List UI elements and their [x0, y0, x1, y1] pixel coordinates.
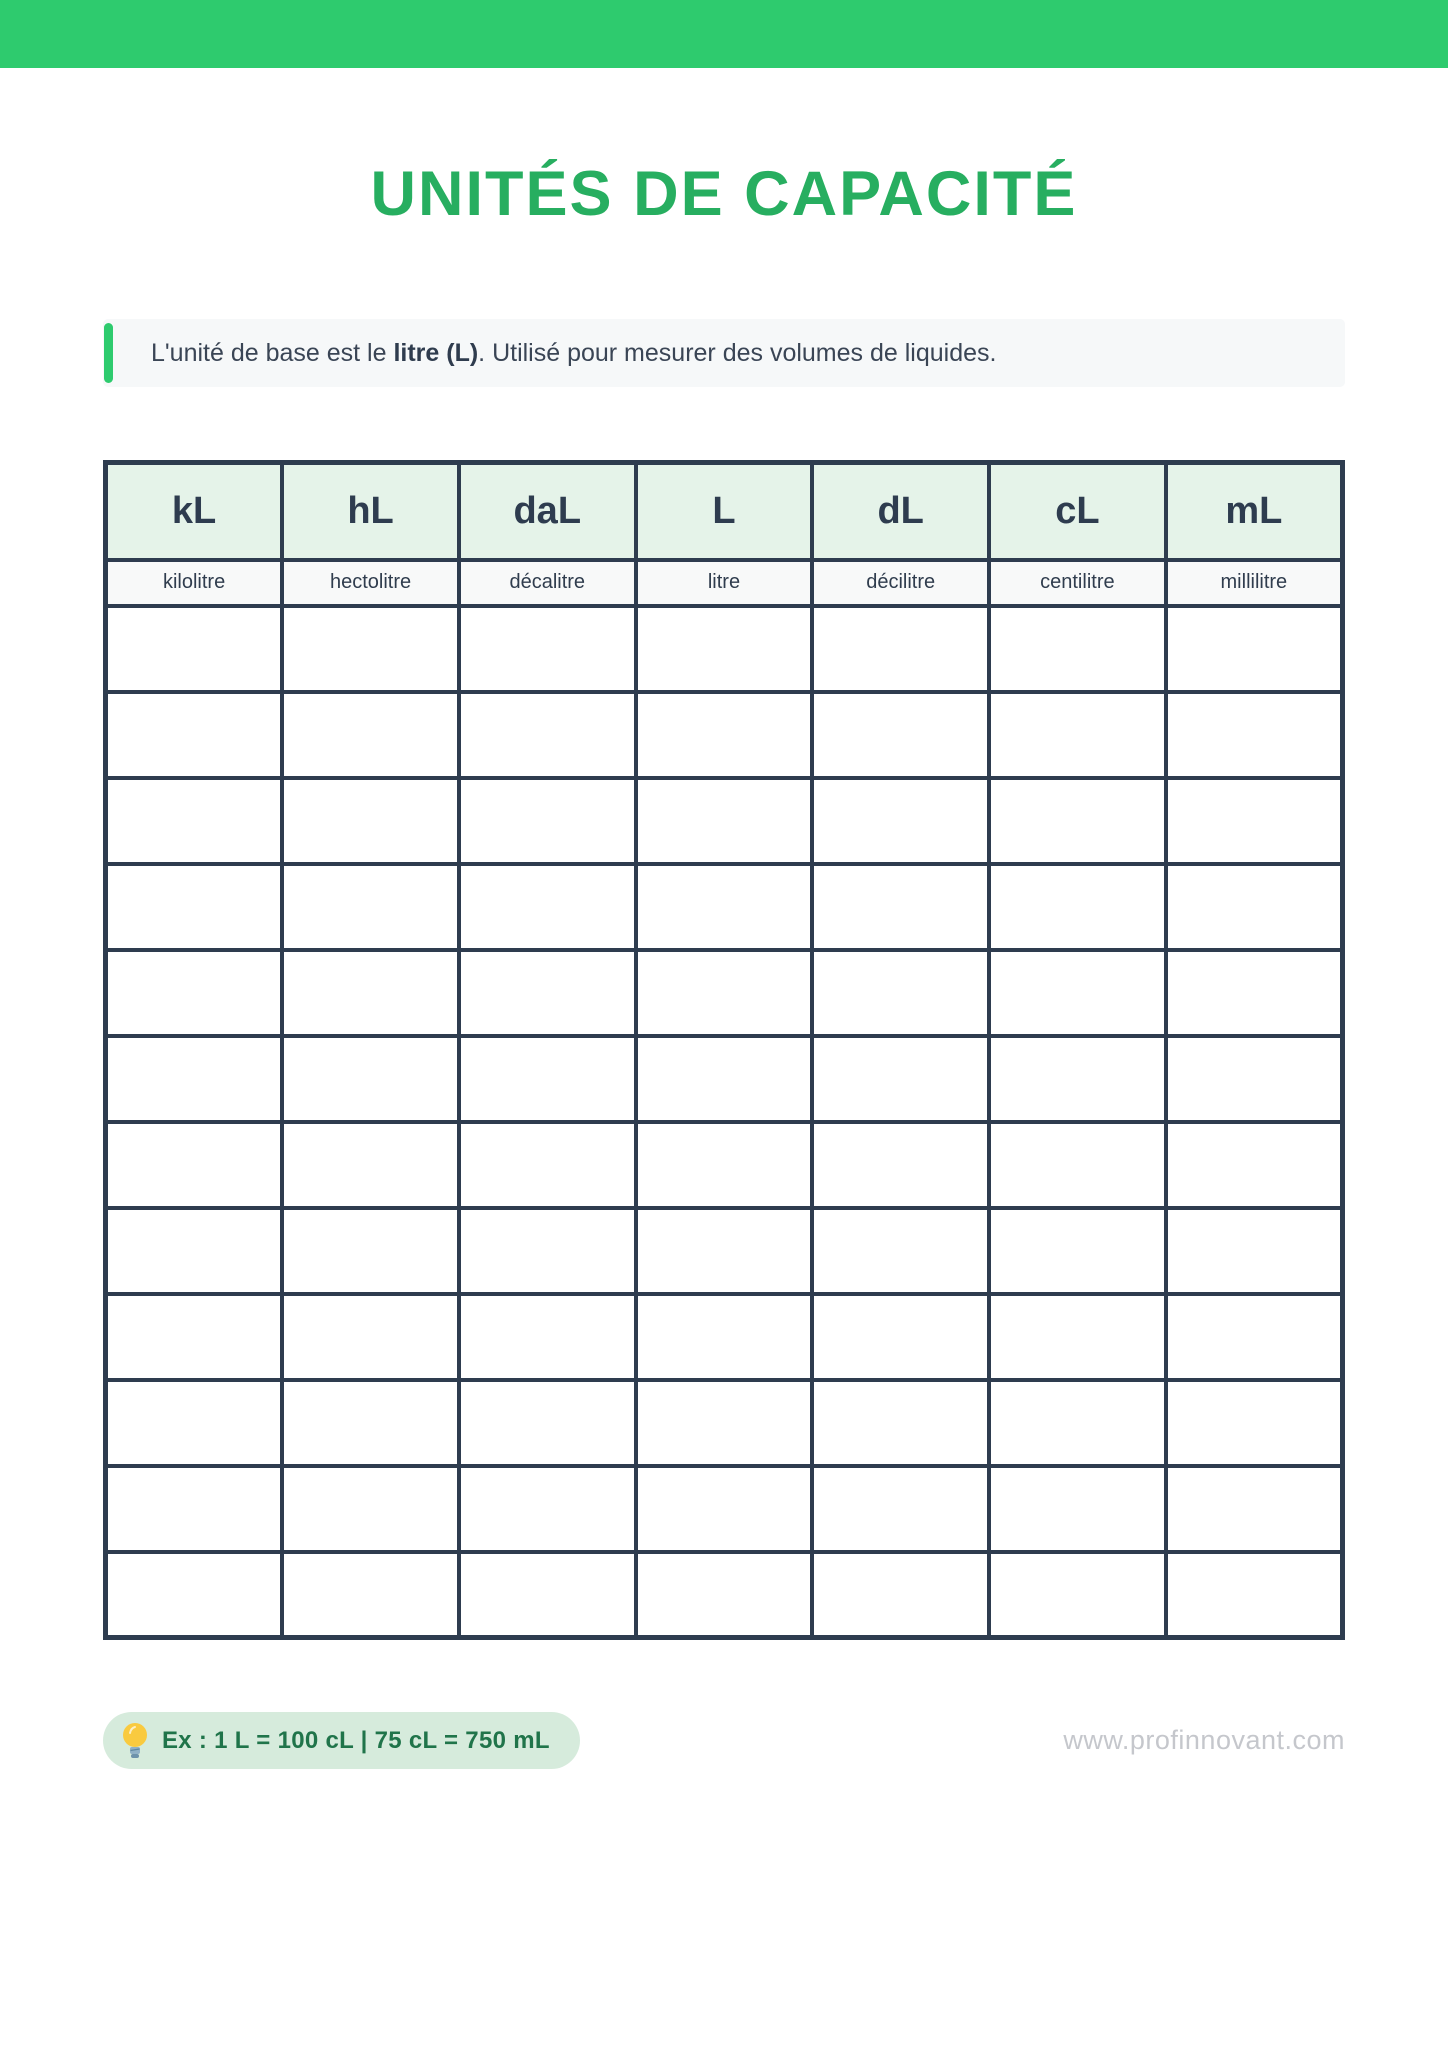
empty-cell[interactable] — [636, 692, 813, 778]
units-table — [103, 460, 1345, 1640]
empty-cell[interactable] — [989, 1466, 1166, 1552]
empty-cell[interactable] — [282, 1122, 459, 1208]
empty-cell[interactable] — [106, 1208, 283, 1294]
empty-row — [106, 778, 1343, 864]
empty-cell[interactable] — [459, 1036, 636, 1122]
info-text — [151, 339, 996, 368]
empty-cell[interactable] — [989, 864, 1166, 950]
empty-row — [106, 864, 1343, 950]
empty-cell[interactable] — [282, 864, 459, 950]
empty-cell[interactable] — [106, 1380, 283, 1466]
page-title: UNITÉS DE CAPACITÉ — [370, 159, 1078, 229]
unit-name-cell-kilolitre: kilolitre — [106, 560, 283, 606]
empty-cell[interactable] — [282, 1466, 459, 1552]
empty-cell[interactable] — [106, 1466, 283, 1552]
empty-cell[interactable] — [459, 606, 636, 692]
unit-abbr-header-cl: cL — [989, 463, 1166, 560]
empty-cell[interactable] — [636, 778, 813, 864]
empty-cell[interactable] — [812, 950, 989, 1036]
empty-row — [106, 1466, 1343, 1552]
empty-cell[interactable] — [989, 692, 1166, 778]
empty-cell[interactable] — [459, 1380, 636, 1466]
empty-cell[interactable] — [459, 1294, 636, 1380]
empty-cell[interactable] — [459, 950, 636, 1036]
top-accent-bar — [0, 0, 1448, 68]
empty-row — [106, 1122, 1343, 1208]
empty-cell[interactable] — [636, 1294, 813, 1380]
empty-cell[interactable] — [282, 1208, 459, 1294]
empty-cell[interactable] — [1166, 1552, 1343, 1638]
empty-row — [106, 1208, 1343, 1294]
empty-cell[interactable] — [989, 606, 1166, 692]
empty-cell[interactable] — [812, 1294, 989, 1380]
empty-cell[interactable] — [1166, 1208, 1343, 1294]
unit-abbr-header-dl: dL — [812, 463, 989, 560]
empty-cell[interactable] — [989, 778, 1166, 864]
empty-cell[interactable] — [812, 1036, 989, 1122]
empty-cell[interactable] — [459, 1466, 636, 1552]
empty-row — [106, 950, 1343, 1036]
empty-row — [106, 1294, 1343, 1380]
empty-cell[interactable] — [282, 606, 459, 692]
empty-cell[interactable] — [812, 1380, 989, 1466]
table-grid-body — [106, 606, 1343, 1638]
empty-cell[interactable] — [636, 1208, 813, 1294]
empty-cell[interactable] — [989, 1122, 1166, 1208]
unit-abbr-header-hl: hL — [282, 463, 459, 560]
unit-name-cell-decilitre: décilitre — [812, 560, 989, 606]
empty-cell[interactable] — [812, 1552, 989, 1638]
empty-cell[interactable] — [636, 950, 813, 1036]
content-area — [103, 319, 1345, 1769]
unit-abbr-header-dal: daL — [459, 463, 636, 560]
empty-cell[interactable] — [106, 778, 283, 864]
empty-cell[interactable] — [282, 950, 459, 1036]
empty-cell[interactable] — [1166, 606, 1343, 692]
empty-cell[interactable] — [989, 1208, 1166, 1294]
empty-cell[interactable] — [106, 1036, 283, 1122]
empty-cell[interactable] — [636, 1466, 813, 1552]
unit-abbr-header-l: L — [636, 463, 813, 560]
empty-cell[interactable] — [1166, 1122, 1343, 1208]
empty-cell[interactable] — [812, 606, 989, 692]
empty-row — [106, 1036, 1343, 1122]
empty-cell[interactable] — [1166, 692, 1343, 778]
empty-row — [106, 606, 1343, 692]
unit-name-cell-millilitre: millilitre — [1166, 560, 1343, 606]
empty-cell[interactable] — [282, 1294, 459, 1380]
empty-cell[interactable] — [989, 1552, 1166, 1638]
empty-cell[interactable] — [1166, 1380, 1343, 1466]
empty-cell[interactable] — [459, 778, 636, 864]
empty-cell[interactable] — [812, 864, 989, 950]
empty-cell[interactable] — [106, 692, 283, 778]
empty-cell[interactable] — [989, 950, 1166, 1036]
empty-cell[interactable] — [459, 864, 636, 950]
info-box — [103, 319, 1345, 387]
empty-cell[interactable] — [812, 1122, 989, 1208]
empty-cell[interactable] — [1166, 1294, 1343, 1380]
empty-cell[interactable] — [989, 1380, 1166, 1466]
empty-cell[interactable] — [106, 606, 283, 692]
empty-row — [106, 1380, 1343, 1466]
unit-name-cell-decalitre: décalitre — [459, 560, 636, 606]
empty-cell[interactable] — [106, 1122, 283, 1208]
empty-cell[interactable] — [282, 1552, 459, 1638]
empty-cell[interactable] — [106, 950, 283, 1036]
empty-cell[interactable] — [106, 1552, 283, 1638]
example-pill — [103, 1712, 580, 1769]
empty-cell[interactable] — [636, 1036, 813, 1122]
unit-name-cell-centilitre: centilitre — [989, 560, 1166, 606]
empty-cell[interactable] — [459, 1552, 636, 1638]
empty-cell[interactable] — [106, 1294, 283, 1380]
empty-cell[interactable] — [106, 864, 283, 950]
empty-cell[interactable] — [282, 1380, 459, 1466]
empty-cell[interactable] — [282, 692, 459, 778]
empty-cell[interactable] — [282, 1036, 459, 1122]
unit-abbr-header-row — [106, 463, 1343, 560]
empty-row — [106, 692, 1343, 778]
footer-row — [103, 1712, 1345, 1769]
info-accent-bar — [104, 323, 113, 383]
info-text-prefix: L'unité de base est le — [151, 338, 394, 367]
empty-cell[interactable] — [812, 692, 989, 778]
unit-name-header-row — [106, 560, 1343, 606]
empty-cell[interactable] — [636, 1122, 813, 1208]
empty-cell[interactable] — [1166, 1036, 1343, 1122]
empty-cell[interactable] — [989, 1294, 1166, 1380]
empty-cell[interactable] — [636, 864, 813, 950]
website-link[interactable]: www.profinnovant.com — [1063, 1725, 1345, 1755]
example-text: Ex : 1 L = 100 cL | 75 cL = 750 mL — [162, 1726, 550, 1754]
empty-cell[interactable] — [1166, 1466, 1343, 1552]
empty-cell[interactable] — [636, 606, 813, 692]
info-text-bold: litre (L) — [393, 338, 479, 367]
empty-cell[interactable] — [459, 1208, 636, 1294]
empty-cell[interactable] — [282, 778, 459, 864]
lightbulb-icon — [121, 1722, 149, 1760]
empty-cell[interactable] — [812, 1208, 989, 1294]
empty-cell[interactable] — [636, 1380, 813, 1466]
empty-cell[interactable] — [1166, 864, 1343, 950]
empty-cell[interactable] — [1166, 950, 1343, 1036]
empty-cell[interactable] — [812, 1466, 989, 1552]
unit-name-cell-hectolitre: hectolitre — [282, 560, 459, 606]
empty-cell[interactable] — [989, 1036, 1166, 1122]
unit-abbr-header-kl: kL — [106, 463, 283, 560]
unit-abbr-header-ml: mL — [1166, 463, 1343, 560]
empty-cell[interactable] — [636, 1552, 813, 1638]
empty-cell[interactable] — [459, 692, 636, 778]
empty-row — [106, 1552, 1343, 1638]
empty-cell[interactable] — [1166, 778, 1343, 864]
empty-cell[interactable] — [459, 1122, 636, 1208]
info-text-suffix: . Utilisé pour mesurer des volumes de liquides. — [478, 338, 997, 367]
unit-name-cell-litre: litre — [636, 560, 813, 606]
empty-cell[interactable] — [812, 778, 989, 864]
